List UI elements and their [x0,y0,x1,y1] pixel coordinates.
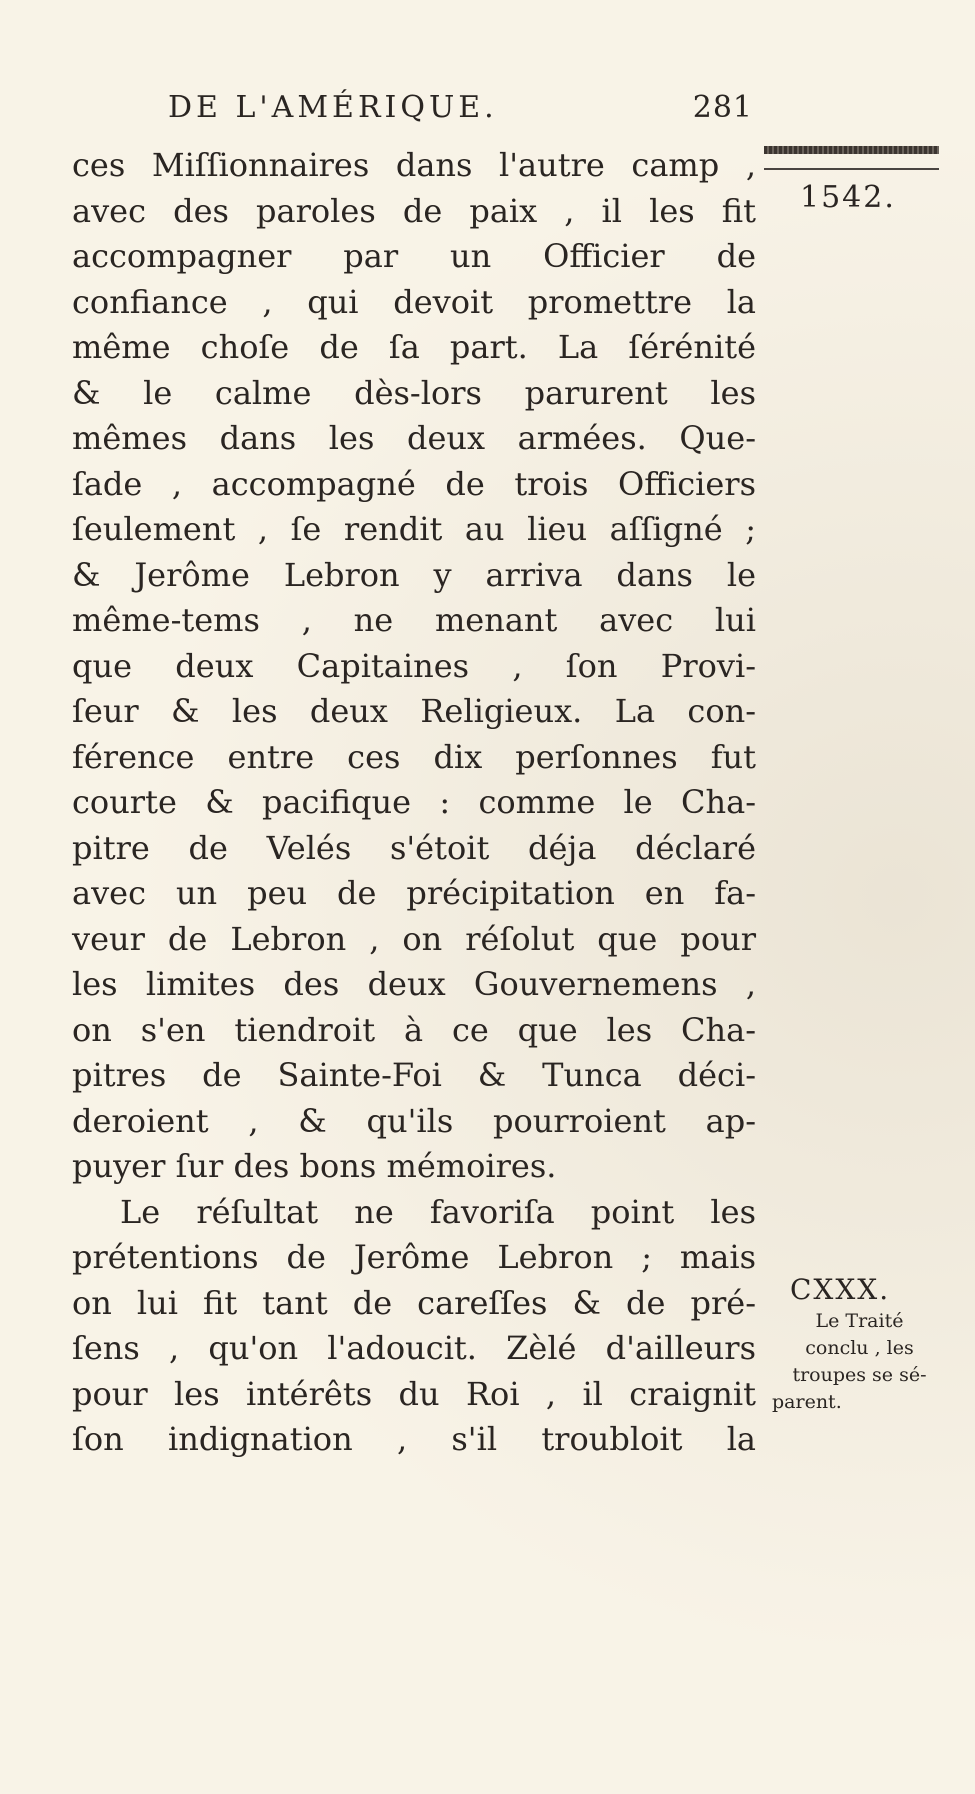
margin-note-line: parent. [772,1391,842,1413]
text-line: pitres de Sainte-Foi & Tunca déci- [72,1056,756,1094]
margin-chapter-number: CXXX. [790,1273,891,1306]
text-line: ces Miſſionnaires dans l'autre camp , [72,146,756,184]
text-line: mêmes dans les deux armées. Que- [72,419,756,457]
margin-note-line: conclu , les [805,1337,914,1359]
text-line: férence entre ces dix perſonnes fut [72,737,756,776]
text-line: pitre de Velés s'étoit déja déclaré [72,828,756,867]
page-number: 281 [692,90,753,125]
ornamental-rule [764,146,939,154]
text-line: accompagner par un Officier de [72,237,756,275]
text-line: prétentions de Jerôme Lebron ; mais [72,1238,756,1276]
running-head-title: DE L'AMÉRIQUE. [168,90,498,125]
text-line: avec un peu de précipitation en fa- [72,874,756,912]
text-line: courte & pacifique : comme le Cha- [72,783,756,821]
text-line-paragraph-end: puyer ſur des bons mémoires. [72,1147,557,1185]
margin-note [772,1308,947,1416]
margin-note-line: troupes se sé- [792,1364,927,1386]
margin-date: 1542. [800,180,896,215]
text-line: que deux Capitaines , ſon Provi- [72,646,756,685]
margin-note-line: Le Traité [815,1310,904,1332]
text-line: ſade , accompagné de trois Officiers [72,464,756,503]
margin-rule [764,168,939,170]
body-text [72,143,756,1463]
text-line: on lui fit tant de careſſes & de pré- [72,1283,756,1322]
text-line: même choſe de ſa part. La ſérénité [72,328,756,366]
text-line: confiance , qui devoit promettre la [72,282,756,321]
text-line: deroient , & qu'ils pourroient ap- [72,1101,756,1140]
text-line: ſens , qu'on l'adoucit. Zèlé d'ailleurs [72,1329,756,1367]
text-line: on s'en tiendroit à ce que les Cha- [72,1010,756,1049]
text-line: les limites des deux Gouvernemens , [72,965,756,1003]
text-line: ſeulement , ſe rendit au lieu aſſigné ; [72,510,756,548]
text-line: même-tems , ne menant avec lui [72,601,756,639]
text-line: pour les intérêts du Roi , il craignit [72,1374,756,1413]
text-line: ſeur & les deux Religieux. La con- [72,692,756,730]
text-line: ſon indignation , s'il troubloit la [72,1420,756,1458]
text-line: & le calme dès-lors parurent les [72,373,756,412]
running-head [168,90,753,134]
text-line: & Jerôme Lebron y arriva dans le [72,555,756,594]
text-line-paragraph-start: Le réſultat ne favoriſa point les [120,1192,756,1231]
text-line: veur de Lebron , on réſolut que pour [72,919,756,958]
text-line: avec des paroles de paix , il les fit [72,191,756,230]
